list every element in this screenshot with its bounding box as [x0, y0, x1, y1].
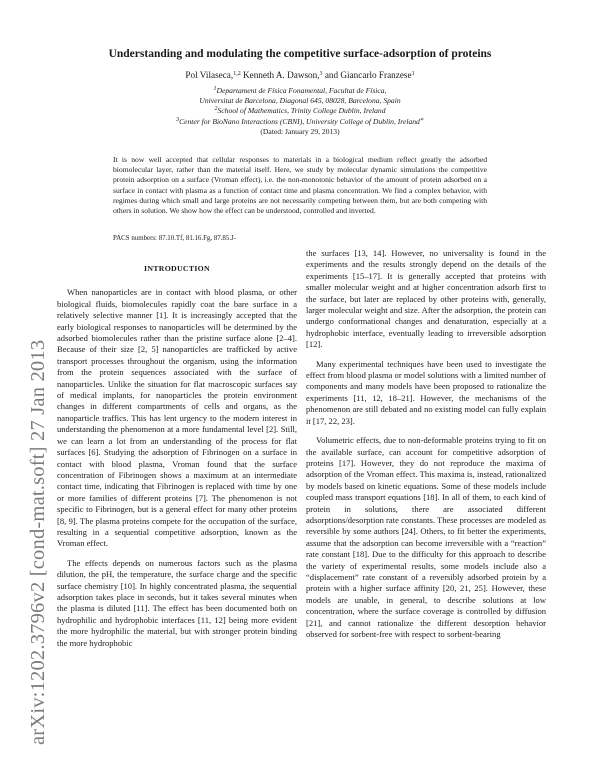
abstract: It is now well accepted that cellular responses to materials in a biological medium reflect greatly the adsorbed biomolecular layer, rather than the material itself. Here, we study by molecular dynamic simulations the competitive protein adsorption on a surface (Vroman effect), i.e. the non-monotonic behavior of the amount of protein adsorbed on a surface in contact with plasma as a function of contact time and plasma concentration. We find a complex behavior, with regimes during which small and large proteins are not necessarily competing between them, but are both competing with others in solution. We show how the effect can be understood, controlled and inverted. [113, 155, 487, 216]
affiliation-1 [0, 86, 600, 96]
affiliation-marker: 2 [214, 106, 218, 113]
section-heading-introduction: INTRODUCTION [144, 264, 210, 273]
pacs-numbers: PACS numbers: 87.10.Tf, 81.16.Fg, 87.85.J- [113, 235, 237, 242]
affiliation-marker: 3 [176, 116, 180, 123]
affiliation-text: School of Mathematics, Trinity College Dublin, Ireland [217, 106, 386, 116]
body-paragraph: When nanoparticles are in contact with blood plasma, or other biological fluids, biomolecules rapidly coat the bare surface in a relatively selective manner [1]. It is increasingly accepted that the early biological responses to nanoparticles will be determined by the adsorbed biomolecules rather than the pristine surface alone [2–4]. Because of their size [2, 5] nanoparticles are trafficked by active transport processes throughout the organism, using the information from the protein sequences associated with the surface of nanoparticles. Unlike the situation for flat macroscopic surfaces say of medical implants, for nanoparticles the protein environment changes in different compartments of cells and organs, as the nanoparticle traffics. This has lent urgency to the modern interest in understanding the phenomenon at a more fundamental level [2]. Still, we can learn a lot from an understanding of the process for flat surfaces [6]. Studying the adsorption of Fibrinogen on a surface in contact with blood plasma, Vroman found that the surface concentration of Fibrinogen shows a maximum at an intermediate contact time, indicating that Fibrinogen is replaced with time by one or more families of different proteins [7]. The phenomenon is not specific to Fibrinogen, but is a general effect for many other proteins [8, 9]. The plasma proteins compete for the occupation of the surface, resulting in a sequential competitive adsorption, known as the Vroman effect. [57, 287, 297, 549]
right-column [306, 248, 546, 640]
author-name: and Giancarlo Franzese [322, 70, 412, 80]
email-footnote-marker: ∗ [419, 116, 424, 123]
paper-title: Understanding and modulating the competitive surface-adsorption of proteins [108, 48, 492, 60]
left-column [57, 263, 297, 649]
body-paragraph: The effects depends on numerous factors such as the plasma dilution, the pH, the temperature, the surface charge and the specific surface chemistry [10]. In highly concentrated plasma, the sequential adsorption takes place in seconds, but it takes several minutes when the plasma is diluted [11]. The effect has been documented both on hydrophilic and hydrophobic interfaces [11, 12] being more evident the more hydrophilic the material, but with stronger protein binding the more hydrophobic [57, 557, 297, 648]
author-name: Kenneth A. Dawson, [240, 70, 320, 80]
affiliation-marker: 1 [213, 86, 217, 92]
author-affiliation-marker: 3 [319, 71, 323, 77]
arxiv-identifier[interactable]: arXiv:1202.3796v2 [cond-mat.soft] 27 Jan 2013 [27, 339, 49, 745]
author-affiliation-marker: 1,2 [233, 71, 241, 77]
author-affiliation-marker: 1 [411, 71, 415, 77]
affiliation-2 [0, 106, 600, 116]
affiliation-text: Center for BioNano Interactions (CBNI), University College of Dublin, Ireland [179, 116, 420, 126]
body-paragraph: Volumetric effects, due to non-deformable proteins trying to fit on the available surface, can account for competitive adsorption of proteins [17]. However, they do not reproduce the maxima of adsorption of the Vroman effect. This maxima is, instead, rationalized by models based on kinetic equations. Some of these models include coupled mass transport equations [18]. In all of them, to each kind of protein in solutions, there are associated different adsorptions/desorption rate constants. These processes are modeled as reversible by some authors [24]. Others, to fit better the experiments, assume that the adsorption can become irreversible with a “reaction” rate constant [18]. Due to the difficulty for this approach to describe the variety of experimental results, some models include also a “displacement” rate constant of a reversibly adsorbed protein by a protein with a higher surface affinity [20, 21, 25]. However, these models are unable, in general, to describe solutions at low concentration, where the surface coverage is controlled by diffusion [21], and cannot rationalize the different desorption behavior observed for sorbent-free with respect to sorbent-bearing [306, 435, 546, 639]
body-paragraph: the surfaces [13, 14]. However, no universality is found in the experiments and the results strongly depend on the details of the experiments [15–17]. It is generally accepted that proteins with smaller molecular weight and at higher concentration adsorb first to the surface, but later are replaced by other proteins with, generally, larger molecular weight and size. After the adsorption, the protein can undergo conformational changes and denaturation, especially at a hydrophobic interface, eventually leading to irreversible adsorption [12]. [306, 248, 546, 350]
affiliation-1-address: Universitat de Barcelona, Diagonal 645, 08028, Barcelona, Spain [199, 96, 401, 106]
author-list [0, 70, 600, 80]
affiliation-text: Departament de Física Fonamental, Facultat de Física, [216, 86, 387, 95]
affiliations [0, 86, 600, 137]
dated-line: (Dated: January 29, 2013) [260, 126, 340, 136]
author-name: Pol Vilaseca, [185, 70, 234, 80]
affiliation-3 [0, 117, 600, 127]
body-paragraph: Many experimental techniques have been used to investigate the effect from blood plasma or model solutions with a limited number of components and many models have been proposed to rationalize the experiments [11, 12, 18–21]. However, the mechanisms of the phenomenon are still debated and no existing model can fully explain it [17, 22, 23]. [306, 358, 546, 426]
